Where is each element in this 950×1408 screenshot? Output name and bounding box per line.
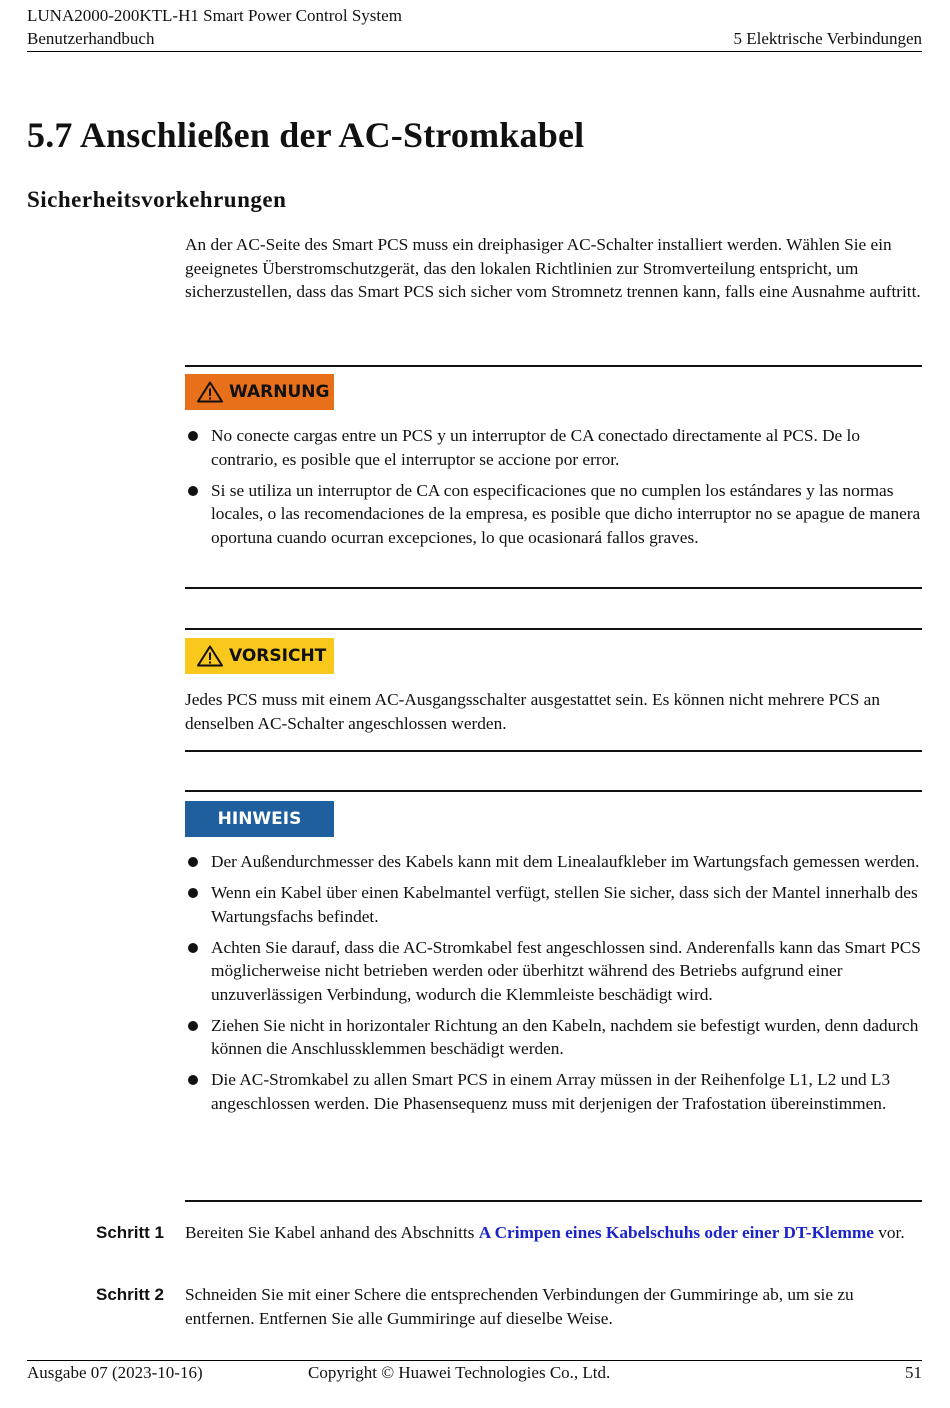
note-list [185,850,922,1123]
warning-triangle-icon [197,381,223,403]
header-doc-type: Benutzerhandbuch [27,29,155,48]
crimping-section-link[interactable]: A Crimpen eines Kabelschuhs oder einer DT-Klemme [478,1223,874,1242]
list-item [185,1014,922,1061]
list-item-text: Wenn ein Kabel über einen Kabelmantel verfügt, stellen Sie sicher, dass sich der Mantel innerhalb des Wartungsfachs befindet. [211,883,918,926]
list-item-text: Achten Sie darauf, dass die AC-Stromkabel fest angeschlossen sind. Anderenfalls kann das Smart PCS möglicherweise nicht betrieben werden oder überhitzt während des Betriebs aufgrund einer unzuverlässigen Verbindung, wodurch die Klemmleiste beschädigt wird. [211,937,921,1004]
header-row [27,28,922,50]
list-item-text: Ziehen Sie nicht in horizontaler Richtung an den Kabeln, nachdem sie befestigt wurden, denn dadurch können die Anschlussklemmen beschädigt werden. [211,1015,919,1058]
bullet-icon [188,486,198,496]
warning-list [185,424,922,557]
bullet-icon [188,1021,198,1031]
subsection-title: Sicherheitsvorkehrungen [27,187,287,212]
footer-copyright: Copyright © Huawei Technologies Co., Ltd. [308,1363,611,1382]
caution-top-rule [185,628,922,630]
bullet-icon [188,431,198,441]
bullet-icon [188,1075,198,1085]
list-item [185,850,922,874]
warning-bottom-rule [185,587,922,589]
step-text [185,1221,922,1245]
footer-divider [27,1360,922,1361]
intro-paragraph: An der AC-Seite des Smart PCS muss ein dreiphasiger AC-Schalter installiert werden. Wählen Sie ein geeignetes Überstromschutzgerät, das den lokalen Richtlinien zur Stromverteilung entspricht, um sicherzustellen, dass das Smart PCS sich sicher vom Stromnetz trennen kann, falls eine Ausnahme auftritt. [185,235,921,301]
caution-bottom-rule [185,750,922,752]
list-item-text: No conecte cargas entre un PCS y un interruptor de CA conectado directamente al PCS. De lo contrario, es posible que el interruptor se accione por error. [211,426,860,469]
list-item-text: Der Außendurchmesser des Kabels kann mit dem Linealaufkleber im Wartungsfach gemessen werden. [211,852,920,871]
note-bottom-rule [185,1200,922,1202]
warning-label: WARNUNG [229,382,330,402]
bullet-icon [188,888,198,898]
caution-badge [185,638,334,674]
step-label: Schritt 1 [96,1223,165,1242]
note-badge [185,801,334,837]
note-top-rule [185,790,922,792]
step-text-part: Bereiten Sie Kabel anhand des Abschnitts [185,1223,479,1242]
warning-top-rule [185,365,922,367]
bullet-icon [188,943,198,953]
list-item-text: Die AC-Stromkabel zu allen Smart PCS in einem Array müssen in der Reihenfolge L1, L2 und L3 angeschlossen werden. Die Phasensequenz muss mit derjenigen der Trafostation übereinstimmen. [211,1070,891,1113]
footer-page-number: 51 [905,1363,922,1382]
note-label: HINWEIS [217,809,302,829]
step-text: Schneiden Sie mit einer Schere die entsprechenden Verbindungen der Gummiringe ab, um sie zu entfernen. Entfernen Sie alle Gummiringe auf dieselbe Weise. [185,1285,854,1328]
step-text-part: vor. [873,1223,905,1242]
section-title: 5.7 Anschließen der AC-Stromkabel [27,115,585,155]
header-divider [27,51,922,52]
footer-edition: Ausgabe 07 (2023-10-16) [27,1363,203,1382]
warning-triangle-icon [197,645,223,667]
list-item-text: Si se utiliza un interruptor de CA con especificaciones que no cumplen los estándares y las normas locales, o las recomendaciones de la empresa, es posible que dicho interruptor no se apague de manera oportuna cuando ocurran excepciones, lo que ocasionará fallos graves. [211,480,921,547]
list-item [185,479,922,550]
warning-badge [185,374,334,410]
header-chapter: 5 Elektrische Verbindungen [733,29,922,48]
bullet-icon [188,857,198,867]
header-product-name: LUNA2000-200KTL-H1 Smart Power Control System [27,6,402,25]
list-item [185,881,922,928]
list-item [185,936,922,1007]
caution-text: Jedes PCS muss mit einem AC-Ausgangsschalter ausgestattet sein. Es können nicht mehrere PCS an denselben AC-Schalter angeschlossen werden. [185,690,880,733]
list-item [185,424,922,471]
step-label: Schritt 2 [96,1285,165,1304]
caution-label: VORSICHT [229,646,327,666]
list-item [185,1068,922,1115]
